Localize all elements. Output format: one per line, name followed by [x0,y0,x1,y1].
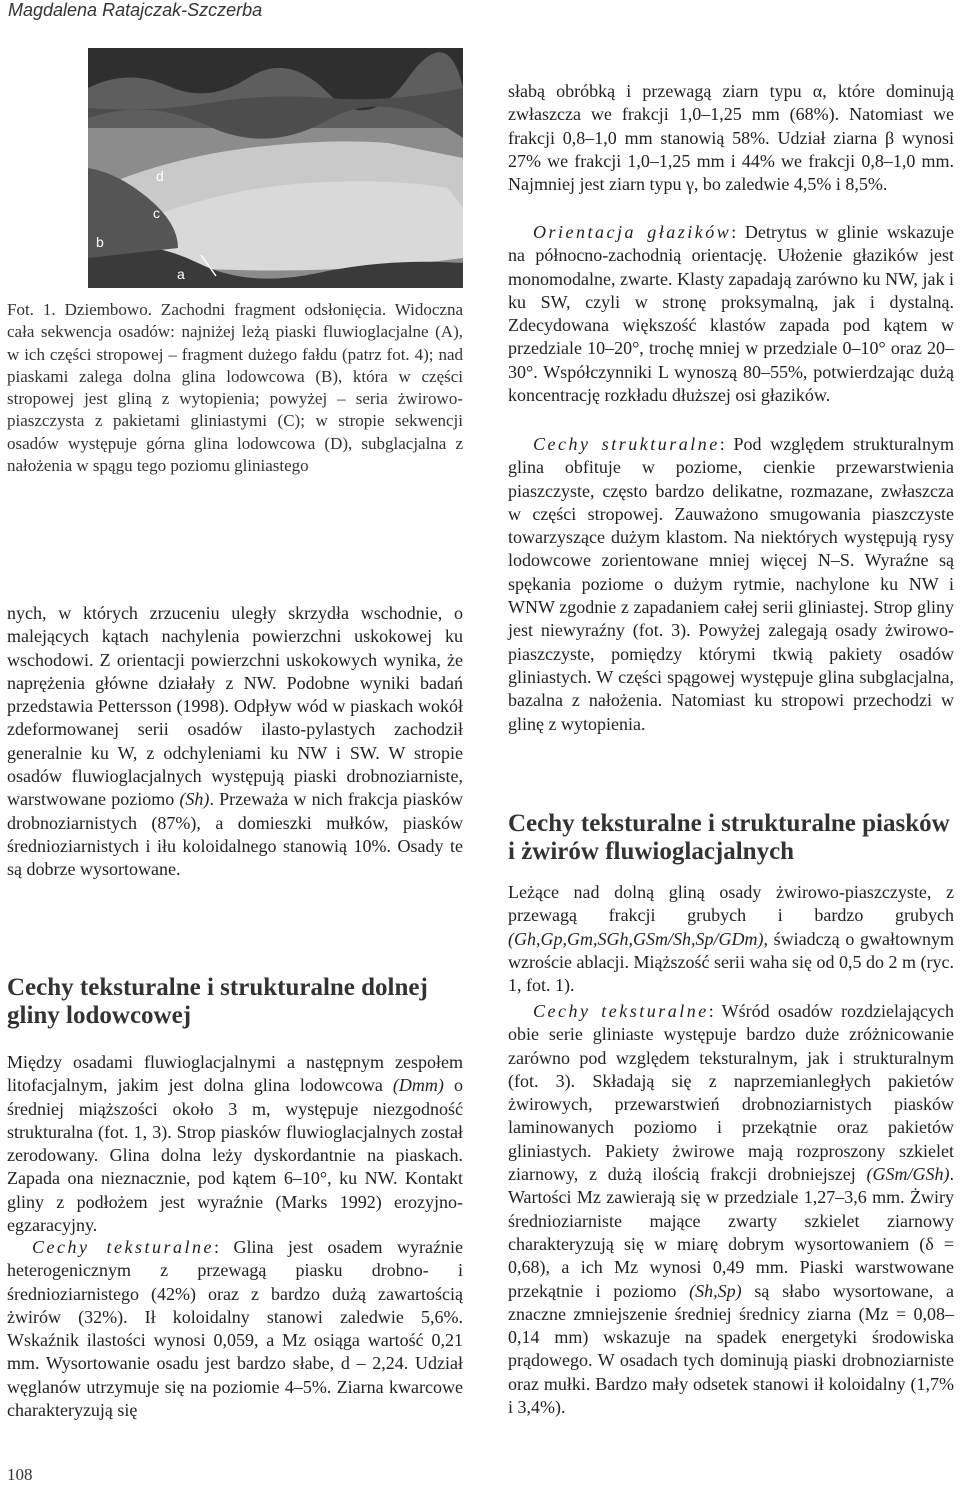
right-p2-label: Orientacja głazików [533,222,732,242]
right-p3-label: Cechy strukturalne [533,434,720,454]
right-p5-italic-1: (GSm/GSh) [866,1164,950,1185]
right-p5-text-b: . Wartości Mz zawierają się w przedziale 1,27–3,6 mm. Żwiry średnioziarniste mające zwarty szkielet ziarnowy charakteryzują się w miarę dobrym wysortowaniem (δ = 0,68), a ich Mz wynosi 0,49 mm. Piaski warstwowane przekątnie i poziomo [508,1164,954,1301]
left-paragraph-2 [7,1051,463,1237]
left-p2-text-b: o średniej miąższości około 3 m, występuje niezgodność strukturalna (fot. 1, 3). Strop piasków fluwioglacjalnych został zerodowany. Glina dolna leży dyskordantnie na piaskach. Zapada ona nieznacznie, pod kątem 6–10°, ku NW. Kontakt gliny z podłożem jest wyraźnie (Marks 1992) erozyjno-egzaracyjny. [7,1075,464,1236]
running-head: Magdalena Ratajczak-Szczerba [8,0,263,20]
page-number: 108 [7,1465,33,1484]
left-paragraph-1 [7,602,463,882]
right-p5-text-c: są słabo wysortowane, a znaczne zmniejszenie średniej średnicy ziarna (Mz = 0,08–0,14 mm) wskazuje na spadek energetyki środowiska prądowego. W osadach tych dominują piaski drobnoziarniste oraz mułki. Bardzo mały odsetek stanowi ił koloidalny (1,7% i 3,4%). [508,1280,954,1418]
right-paragraph-1: słabą obróbką i przewagą ziarn typu α, które dominują zwłaszcza we frakcji 1,0–1,25 mm (68%). Natomiast we frakcji 0,8–1,0 mm stanowią 58%. Udział ziarna β wynosi 27% we frakcji 1,0–1,25 mm i 44% we frakcji 0,8–1,0 mm. Najmniej jest ziarn typu γ, bo zaledwie 4,5% i 8,5%. [508,81,954,195]
right-paragraph-4 [508,881,954,997]
photo-caption: Fot. 1. Dziembowo. Zachodni fragment odsłonięcia. Widoczna cała sekwencja osadów: najniżej leżą piaski fluwioglacjalne (A), w ich części stropowej – fragment dużego fałdu (patrz fot. 4); nad piaskami zalega dolna glina lodowcowa (B), która w części stropowej jest gliną z wytopienia; powyżej – seria żwirowo-piaszczysta z pakietami gliniastymi (C); w stropie sekwencji osadów występuje górna glina lodowcowa (D), subglacjalna z nałożenia w spągu tego poziomu gliniastego [7,300,463,476]
left-p1-text-b: . Przeważa w nich frakcja piasków drobnoziarnistych (87%), a domieszki mułków, piasków średnioziarnistych i iłu koloidalnego stanowią 10%. Osady te są dobrze wysortowane. [7,789,463,880]
right-p5-label: Cechy teksturalne [533,1001,709,1021]
photo-label-a: a [177,266,185,282]
left-p2-italic: (Dmm) [392,1075,444,1096]
right-p3-text: : Pod względem strukturalnym glina obfituje w poziome, cienkie przewarstwienia piaszczyste, często bardzo delikatne, rozmazane, zwłaszcza w części stropowej. Zauważono smugowania piaszczyste towarzyszące dużym klastom. Na niektórych występują rysy lodowcowe zorientowane mniej więcej N–S. Wyraźne są spękania poziome o dużym rytmie, nachylone ku NW i WNW zgodnie z zapadaniem całej serii gliniastej. Strop gliny jest niewyraźny (fot. 3). Powyżej zalegają osady żwirowo-piaszczyste, pomiędzy którymi tkwią pakiety osadów gliniastych. W części spągowej występuje glina subglacjalna, bazalna z nałożenia. Natomiast ku stropowi przechodzi w glinę z wytopienia. [508,434,954,734]
left-p3-text: : Glina jest osadem wyraźnie heterogenicznym z przewagą piasku drobno- i średnioziarnistego (42%) oraz z bardzo dużą zawartością żwirów (32%). Ił koloidalny stanowi zaledwie 5,6%. Wskaźnik ilastości wynosi 0,059, a Mz osiąga wartość 0,21 mm. Wysortowanie osadu jest bardzo słabe, d – 2,24. Udział węglanów utrzymuje się na poziomie 4–5%. Ziarna kwarcowe charakteryzują się [7,1237,463,1421]
photo-label-d: d [156,168,164,184]
left-paragraph-3 [7,1236,463,1422]
right-p4-text-b: , świadczą o gwałtownym wzroście ablacji. Miąższość serii waha się od 0,5 do 2 m (ryc. 1, fot. 1). [508,928,954,996]
left-p1-italic: (Sh) [179,789,210,810]
left-p3-label: Cechy teksturalne [32,1237,214,1257]
field-photo [88,48,463,288]
left-p1-text-a: nych, w których zrzuceniu uległy skrzydła wschodnie, o malejących kątach nachylenia powierzchni uskokowej ku wschodowi. Z orientacji powierzchni uskokowych wynika, że naprężenia główne działały z NW. Podobne wyniki badań przedstawia Pettersson (1998). Odpływ wód w piaskach wokół zdeformowanej serii osadów ilasto-pylastych zachodził generalnie ku W, z odchyleniami ku NW i SW. W stropie osadów fluwioglacjalnych występują piaski drobnoziarniste, warstwowane poziomo [7,603,463,810]
right-paragraph-5 [508,1000,954,1419]
right-p4-text-a: Leżące nad dolną gliną osady żwirowo-piaszczyste, z przewagą frakcji grubych i bardzo grubych [508,882,954,926]
right-p5-italic-2: (Sh,Sp) [689,1280,742,1301]
left-p2-text-a: Między osadami fluwioglacjalnymi a następnym zespołem litofacjalnym, jakim jest dolna glina lodowcowa [7,1052,463,1096]
right-p2-text: : Detrytus w glinie wskazuje na północno-zachodnią orientację. Ułożenie głazików jest monomodalne, zwarte. Klasty zapadają zarówno ku NW, jak i ku SW, czyli w stronę proksymalną, jak i dystalną. Zdecydowana większość klastów zapada pod kątem w przedziale 10–20°, trochę mniej w przedziale 0–10° oraz 20–30°. Współczynniki L wynoszą 80–55%, potwierdzając dużą koncentrację rozkładu dłuższej osi głazików. [508,222,954,406]
right-paragraph-3 [508,433,954,736]
right-p4-italic: (Gh,Gp,Gm,SGh,GSm/Sh,Sp/GDm) [508,928,764,949]
section-heading-fluvioglacial: Cechy teksturalne i strukturalne piasków i żwirów fluwioglacjalnych [508,810,950,865]
photo-illustration [88,48,463,288]
photo-label-b: b [96,234,104,250]
photo-label-c: c [153,205,160,221]
right-p5-text-a: : Wśród osadów rozdzielających obie serie gliniaste występuje bardzo duże zróżnicowanie zarówno pod względem teksturalnym, jak i strukturalnym (fot. 3). Składają się z naprzemianległych pakietów żwirowych, przewarstwień drobnoziarnistych piasków laminowanych poziomo i przekątnie oraz pakietów gliniastych. Pakiety żwirowe mają rozproszony szkielet ziarnowy, z dużą ilością frakcji drobniejszej [508,1001,954,1185]
section-heading-lower-till: Cechy teksturalne i strukturalne dolnej gliny lodowcowej [7,974,428,1029]
right-paragraph-2 [508,221,954,407]
